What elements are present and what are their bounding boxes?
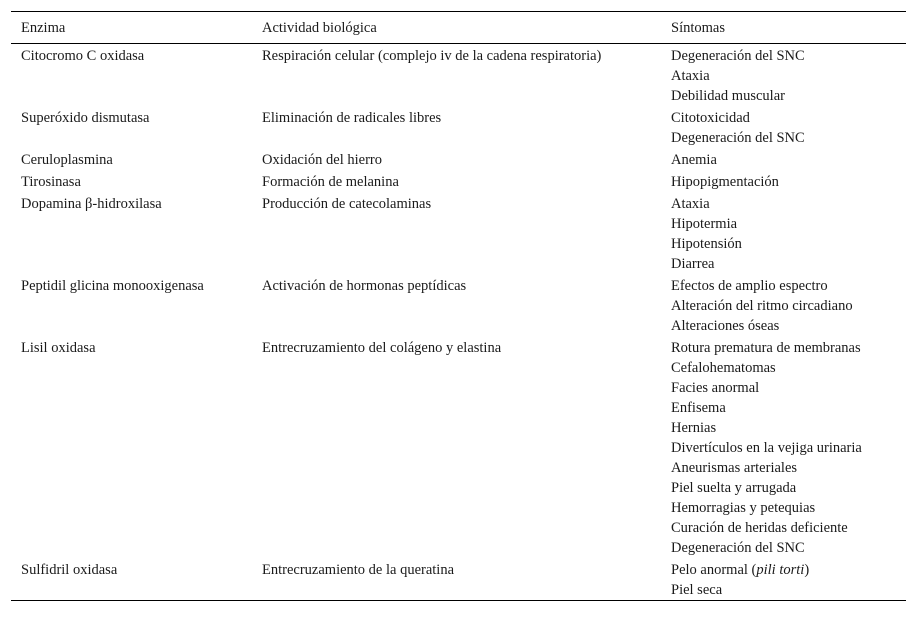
activity-cell: Oxidación del hierro [262, 152, 382, 168]
symptom-item: Facies anormal [671, 380, 760, 396]
enzyme-cell: Citocromo C oxidasa [21, 48, 145, 64]
activity-cell: Activación de hormonas peptídicas [262, 278, 467, 294]
table-row [11, 44, 906, 106]
symptom-item: Debilidad muscular [671, 88, 785, 104]
enzyme-cell: Peptidil glicina monooxigenasa [21, 278, 204, 294]
symptom-item: Alteración del ritmo circadiano [671, 298, 853, 314]
symptom-item: Hernias [671, 420, 717, 436]
symptom-item: Aneurismas arteriales [671, 460, 798, 476]
symptom-item: Ataxia [671, 68, 710, 84]
symptom-item: Piel suelta y arrugada [671, 480, 797, 496]
symptom-item: Diarrea [671, 256, 715, 272]
symptom-italic: pili torti [756, 562, 805, 578]
symptom-item: Piel seca [671, 582, 723, 598]
symptom-item: Hipotermia [671, 216, 738, 232]
enzyme-table [11, 11, 906, 601]
activity-cell: Producción de catecolaminas [262, 196, 432, 212]
activity-cell: Respiración celular (complejo iv de la cadena respiratoria) [262, 48, 602, 64]
symptom-item: Divertículos en la vejiga urinaria [671, 440, 862, 456]
symptom-item: Efectos de amplio espectro [671, 278, 828, 294]
table-body [11, 44, 906, 600]
symptom-item: Hemorragias y petequias [671, 500, 816, 516]
symptom-suffix: ) [804, 562, 810, 578]
symptom-item: Alteraciones óseas [671, 318, 780, 334]
activity-cell: Eliminación de radicales libres [262, 110, 442, 126]
symptoms-cell [671, 108, 805, 148]
symptom-item: Degeneración del SNC [671, 130, 805, 146]
symptom-item: Anemia [671, 152, 717, 168]
table-row [11, 274, 906, 336]
header-enzyme: Enzima [21, 20, 66, 36]
table-row [11, 106, 906, 148]
symptoms-cell [671, 276, 853, 336]
enzyme-cell: Sulfidril oxidasa [21, 562, 118, 578]
symptom-prefix: Pelo anormal ( [671, 562, 757, 578]
symptom-item: Enfisema [671, 400, 726, 416]
activity-cell: Formación de melanina [262, 174, 399, 190]
table-row [11, 148, 906, 170]
enzyme-cell: Tirosinasa [21, 174, 81, 190]
header-activity: Actividad biológica [262, 20, 377, 36]
symptom-item: Degeneración del SNC [671, 48, 805, 64]
table-row [11, 558, 906, 600]
enzyme-cell: Lisil oxidasa [21, 340, 96, 356]
table-row [11, 170, 906, 192]
symptoms-cell [671, 560, 809, 600]
symptom-item: Rotura prematura de membranas [671, 340, 861, 356]
header-symptoms: Síntomas [671, 20, 725, 36]
table-row [11, 192, 906, 274]
symptom-item: Curación de heridas deficiente [671, 520, 848, 536]
symptoms-cell [671, 338, 862, 558]
symptom-item: Citotoxicidad [671, 110, 750, 126]
symptoms-cell [671, 172, 779, 192]
activity-cell: Entrecruzamiento del colágeno y elastina [262, 340, 502, 356]
table-row [11, 336, 906, 558]
symptom-item: Hipotensión [671, 236, 742, 252]
table-header [11, 12, 906, 44]
activity-cell: Entrecruzamiento de la queratina [262, 562, 455, 578]
symptoms-cell [671, 194, 742, 274]
symptoms-cell [671, 46, 805, 106]
symptom-item: Ataxia [671, 196, 710, 212]
symptoms-cell [671, 150, 717, 170]
enzyme-cell: Ceruloplasmina [21, 152, 113, 168]
enzyme-cell: Dopamina β-hidroxilasa [21, 196, 162, 212]
symptom-item: Degeneración del SNC [671, 540, 805, 556]
symptom-item [671, 560, 809, 580]
enzyme-cell: Superóxido dismutasa [21, 110, 150, 126]
symptom-item: Hipopigmentación [671, 174, 779, 190]
symptom-item: Cefalohematomas [671, 360, 776, 376]
